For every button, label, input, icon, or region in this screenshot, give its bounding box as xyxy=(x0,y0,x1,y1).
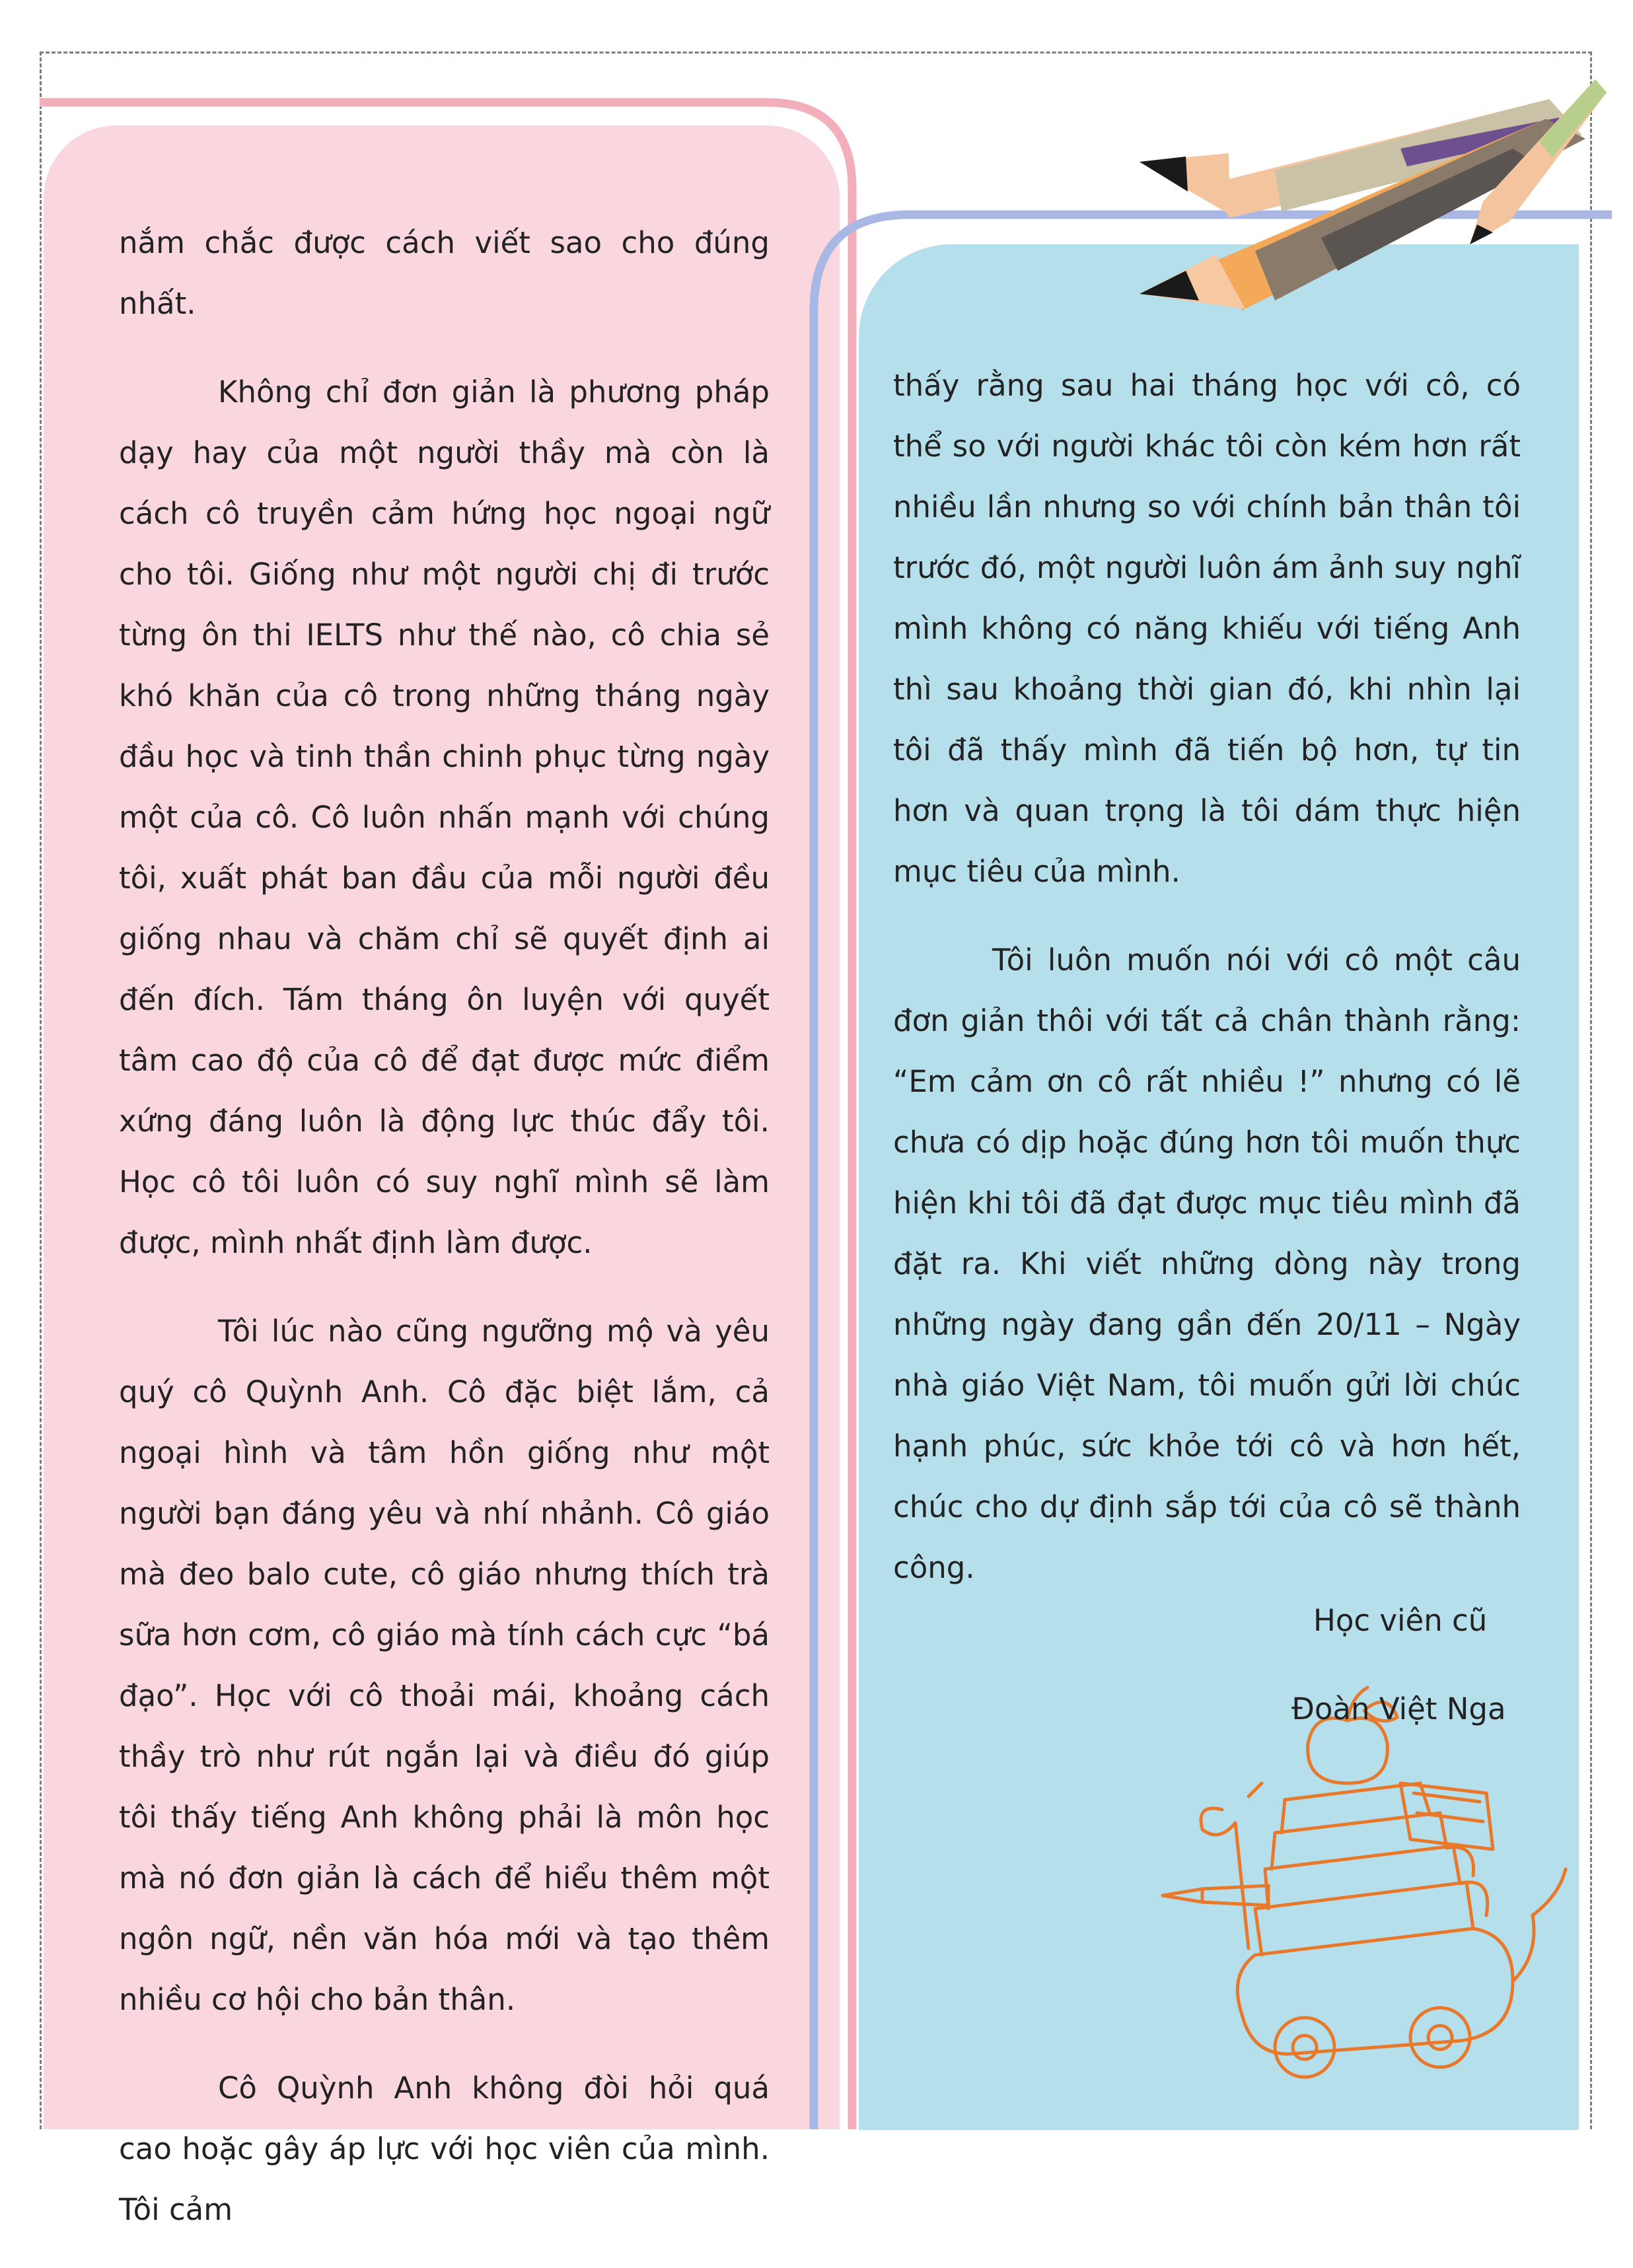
signature-name: Đoàn Việt Nga xyxy=(1291,1691,1506,1726)
paragraph: nắm chắc được cách viết sao cho đúng nhất. xyxy=(119,225,770,321)
paragraph: thấy rằng sau hai tháng học với cô, có thể so với người khác tôi còn kém hơn rất nhiều lần nhưng so với chính bản thân tôi trước đó, một người luôn ám ảnh suy nghĩ mình không có năng khiếu với tiếng Anh thì sau khoảng thời gian đó, khi nhìn lại tôi đã thấy mình đã tiến bộ hơn, tự tin hơn và quan trọng là tôi dám thực hiện mục tiêu của mình. xyxy=(893,368,1521,889)
paragraph: Tôi luôn muốn nói với cô một câu đơn giản thôi với tất cả chân thành rằng: “Em cảm ơn cô rất nhiều !” nhưng có lẽ chưa có dịp hoặc đúng hơn tôi muốn thực hiện khi tôi đã đạt được mục tiêu mình đã đặt ra. Khi viết những dòng này trong những ngày đang gần đến 20/11 – Ngày nhà giáo Việt Nam, tôi muốn gửi lời chúc hạnh phúc, sức khỏe tới cô và hơn hết, chúc cho dự định sắp tới của cô sẽ thành công. xyxy=(893,942,1521,1585)
paragraph: Tôi lúc nào cũng ngưỡng mộ và yêu quý cô Quỳnh Anh. Cô đặc biệt lắm, cả ngoại hình và tâm hồn giống như một người bạn đáng yêu và nhí nhảnh. Cô giáo mà đeo balo cute, cô giáo nhưng thích trà sữa hơn cơm, cô giáo mà tính cách cực “bá đạo”. Học với cô thoải mái, khoảng cách thầy trò như rút ngắn lại và điều đó giúp tôi thấy tiếng Anh không phải là môn học mà nó đơn giản là cách để hiểu thêm một ngôn ngữ, nền văn hóa mới và tạo thêm nhiều cơ hội cho bản thân. xyxy=(119,1314,770,2017)
paragraph: Cô Quỳnh Anh không đòi hỏi quá cao hoặc gây áp lực với học viên của mình. Tôi cảm xyxy=(119,2071,770,2227)
left-column-text xyxy=(119,213,770,2268)
pencils-icon xyxy=(1140,79,1607,310)
right-column-text xyxy=(893,355,1521,1626)
signature-role: Học viên cũ xyxy=(1313,1603,1488,1638)
books-car-doodle-icon xyxy=(1163,1687,1566,2077)
paragraph: Không chỉ đơn giản là phương pháp dạy hay của một người thầy mà còn là cách cô truyền cảm hứng học ngoại ngữ cho tôi. Giống như một người chị đi trước từng ôn thi IELTS như thế nào, cô chia sẻ khó khăn của cô trong những tháng ngày đầu học và tinh thần chinh phục từng ngày một của cô. Cô luôn nhấn mạnh với chúng tôi, xuất phát ban đầu của mỗi người đều giống nhau và chăm chỉ sẽ quyết định ai đến đích. Tám tháng ôn luyện với quyết tâm cao độ của cô để đạt được mức điểm xứng đáng luôn là động lực thúc đẩy tôi. Học cô tôi luôn có suy nghĩ mình sẽ làm được, mình nhất định làm được. xyxy=(119,374,770,1260)
